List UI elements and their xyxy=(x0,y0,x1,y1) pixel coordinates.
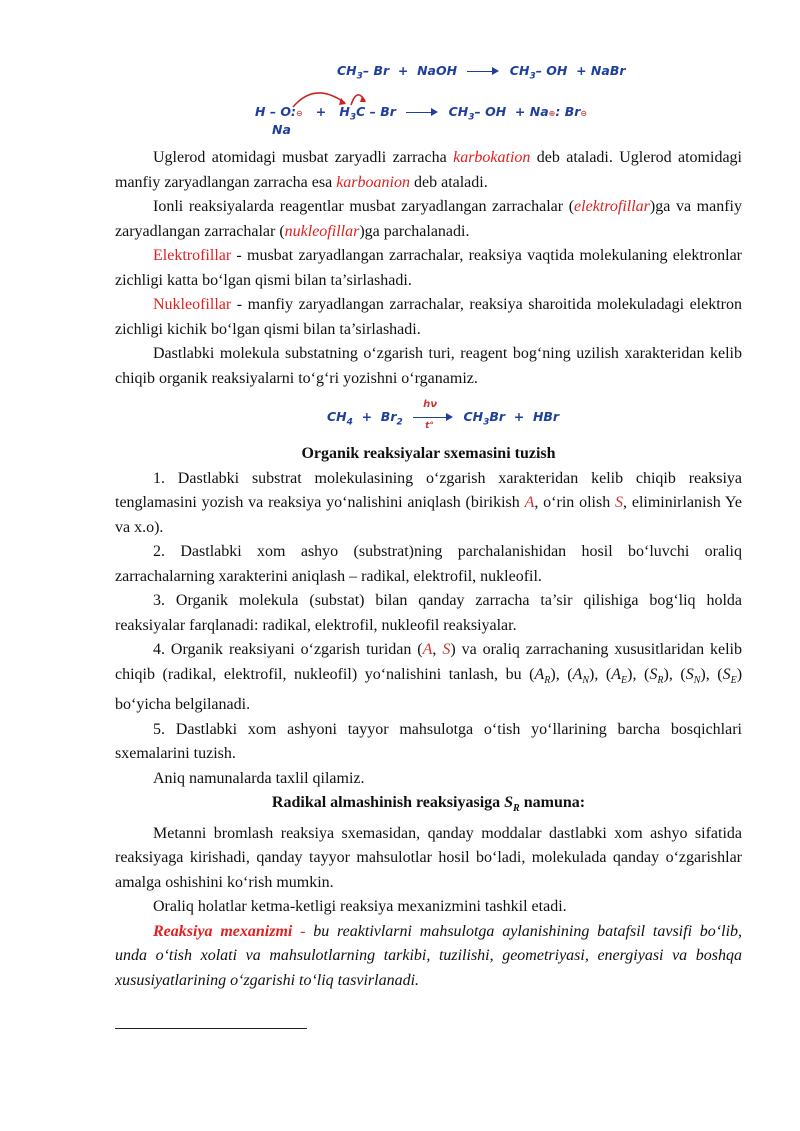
paragraph-oraliq: Oraliq holatlar ketma-ketligi reaksiya mexanizmini tashkil etadi. xyxy=(153,898,567,916)
list-item-5: 5. Dastlabki xom ashyoni tayyor mahsulotga o‘tish yo‘llarining barcha bosqichlari sxemalarini tuzish. xyxy=(115,720,742,763)
reaction-arrow xyxy=(406,108,438,118)
term-reaksiya-mexanizmi: Reaksiya mexanizmi xyxy=(153,922,293,940)
equation-right: $CH_3-$ OH + Na⊕: Br⊖ xyxy=(448,104,588,123)
equation-left: $CH_4 + Br_2$ xyxy=(327,409,403,428)
paragraph-dastlabki: Dastlabki molekula substatning o‘zgarish turi, reagent bog‘ning uzilish xarakteridan kelib chiqib organik reaksiyalarni to‘g‘ri yozishni o‘rganamiz. xyxy=(115,345,742,387)
footnote-separator xyxy=(115,1028,307,1029)
term-karboanion: karboanion xyxy=(336,173,410,191)
equation-mechanism: H – O:⊖ + $H_3C$ – Br $CH_3-$ OH + Na⊕: Br⊖ xyxy=(255,104,588,123)
paragraph-karbokation: Uglerod atomidagi musbat zaryadli zarracha karbokation deb ataladi. Uglerod atomidagi manfiy zaryadlangan zarracha esa karboanion deb ataladi. xyxy=(115,149,742,191)
list-item-3: 3. Organik molekula (substat) bilan qanday zarracha ta’sir qilishiga bog‘liq holda reaksiyalar farqlanadi: radikal, elektrofil, nukleofil reaksiyalar. xyxy=(115,592,742,634)
sodium-label: Na xyxy=(272,122,291,137)
equation-left: $CH_3-$ Br + NaOH xyxy=(337,63,458,82)
list-item-4: 4. Organik reaksiyani o‘zgarish turidan (A, S) va oraliq zarrachaning xususitlaridan kelib chiqib (radikal, elektrofil, nukleofil) yo‘nalishini tanlash, bu $(A_R)$, $(A_N)$, $(A_E)$, $(S_R)$, $(S_N)$, $(S_E)$ bo‘yicha belgilanadi. xyxy=(115,641,743,714)
heading-organik-sxema: Organik reaksiyalar sxemasini tuzish xyxy=(301,445,556,462)
text-block-scheme xyxy=(115,442,742,993)
term-karbokation: karbokation xyxy=(453,149,531,166)
equation-methyl-bromide-naoh xyxy=(337,63,626,82)
reaction-arrow xyxy=(467,67,499,77)
paragraph-elektrofillar: Elektrofillar - musbat zaryadlangan zarrachalar, reaksiya vaqtida molekulaning elektronlar zichligi katta bo‘lgan qismi bilan ta’sirlashadi. xyxy=(115,247,742,289)
term-elektrofillar: elektrofillar xyxy=(574,198,650,215)
term-elektrofillar-def: Elektrofillar xyxy=(153,247,232,264)
heading-radikal: Radikal almashinish reaksiyasiga $S_R$ namuna: xyxy=(271,794,586,815)
equation-right: $CH_3-$ OH + NaBr xyxy=(509,63,626,82)
list-item-1: 1. Dastlabki substrat molekulasining o‘zgarish xarakteridan kelib chiqib reaksiya tenglamasini yozish va reaksiya yo‘nalishini aniqlash (birikish A, o‘rin olish S, eliminirlanish Ye va x.o). xyxy=(115,469,742,536)
list-note: Aniq namunalarda taxlil qilamiz. xyxy=(153,769,365,787)
term-nukleofillar-def: Nukleofillar xyxy=(153,296,232,313)
condition-temperature: t° xyxy=(425,420,434,431)
term-nukleofillar: nukleofillar xyxy=(284,222,360,240)
list-item-2: 2. Dastlabki xom ashyo (substrat)ning parchalanishidan hosil bo‘luvchi oraliq zarrachalarning xarakterini aniqlash – radikal, elektrofil, nukleofil. xyxy=(115,543,742,585)
electron-shift-arrows-icon xyxy=(285,85,375,115)
hydroxide: H – O: xyxy=(255,104,297,119)
text-block-intro xyxy=(115,146,742,391)
methyl-bromide: $H_3C$ – Br xyxy=(339,104,396,123)
paragraph-mexanizm: Reaksiya mexanizmi - bu reaktivlarni mahsulotga aylanishining batafsil tavsifi bo‘lib, unda o‘tish xolati va mahsulotlarning tarkibi, tuzilishi, geometriyasi, energiyasi va boshqa xususiyatlarining o‘zgarishi to‘liq tasvirlanadi. xyxy=(115,922,743,989)
paragraph-ionli: Ionli reaksiyalarda reagentlar musbat zaryadlangan zarrachalar (elektrofillar)ga va manfiy zaryadlangan zarrachalar (nukleofillar)ga parchalanadi. xyxy=(115,198,742,240)
negative-charge-icon: ⊖ xyxy=(296,109,303,118)
paragraph-metanni: Metanni bromlash reaksiya sxemasidan, qanday moddalar dastlabki xom ashyo sifatida reaksiyaga kirishadi, qanday tayyor mahsulotlar hosil bo‘ladi, molekulada qanday o‘zgarishlar amalga oshishini ko‘rish mumkin. xyxy=(115,824,742,891)
condition-light: hν xyxy=(423,398,438,410)
paragraph-nukleofillar: Nukleofillar - manfiy zaryadlangan zarrachalar, reaksiya sharoitida molekuladagi elektron zichligi kichik bo‘lgan qismi bilan ta’sirlashadi. xyxy=(115,296,742,338)
equation-right: $CH_3Br$ + HBr xyxy=(463,409,560,428)
